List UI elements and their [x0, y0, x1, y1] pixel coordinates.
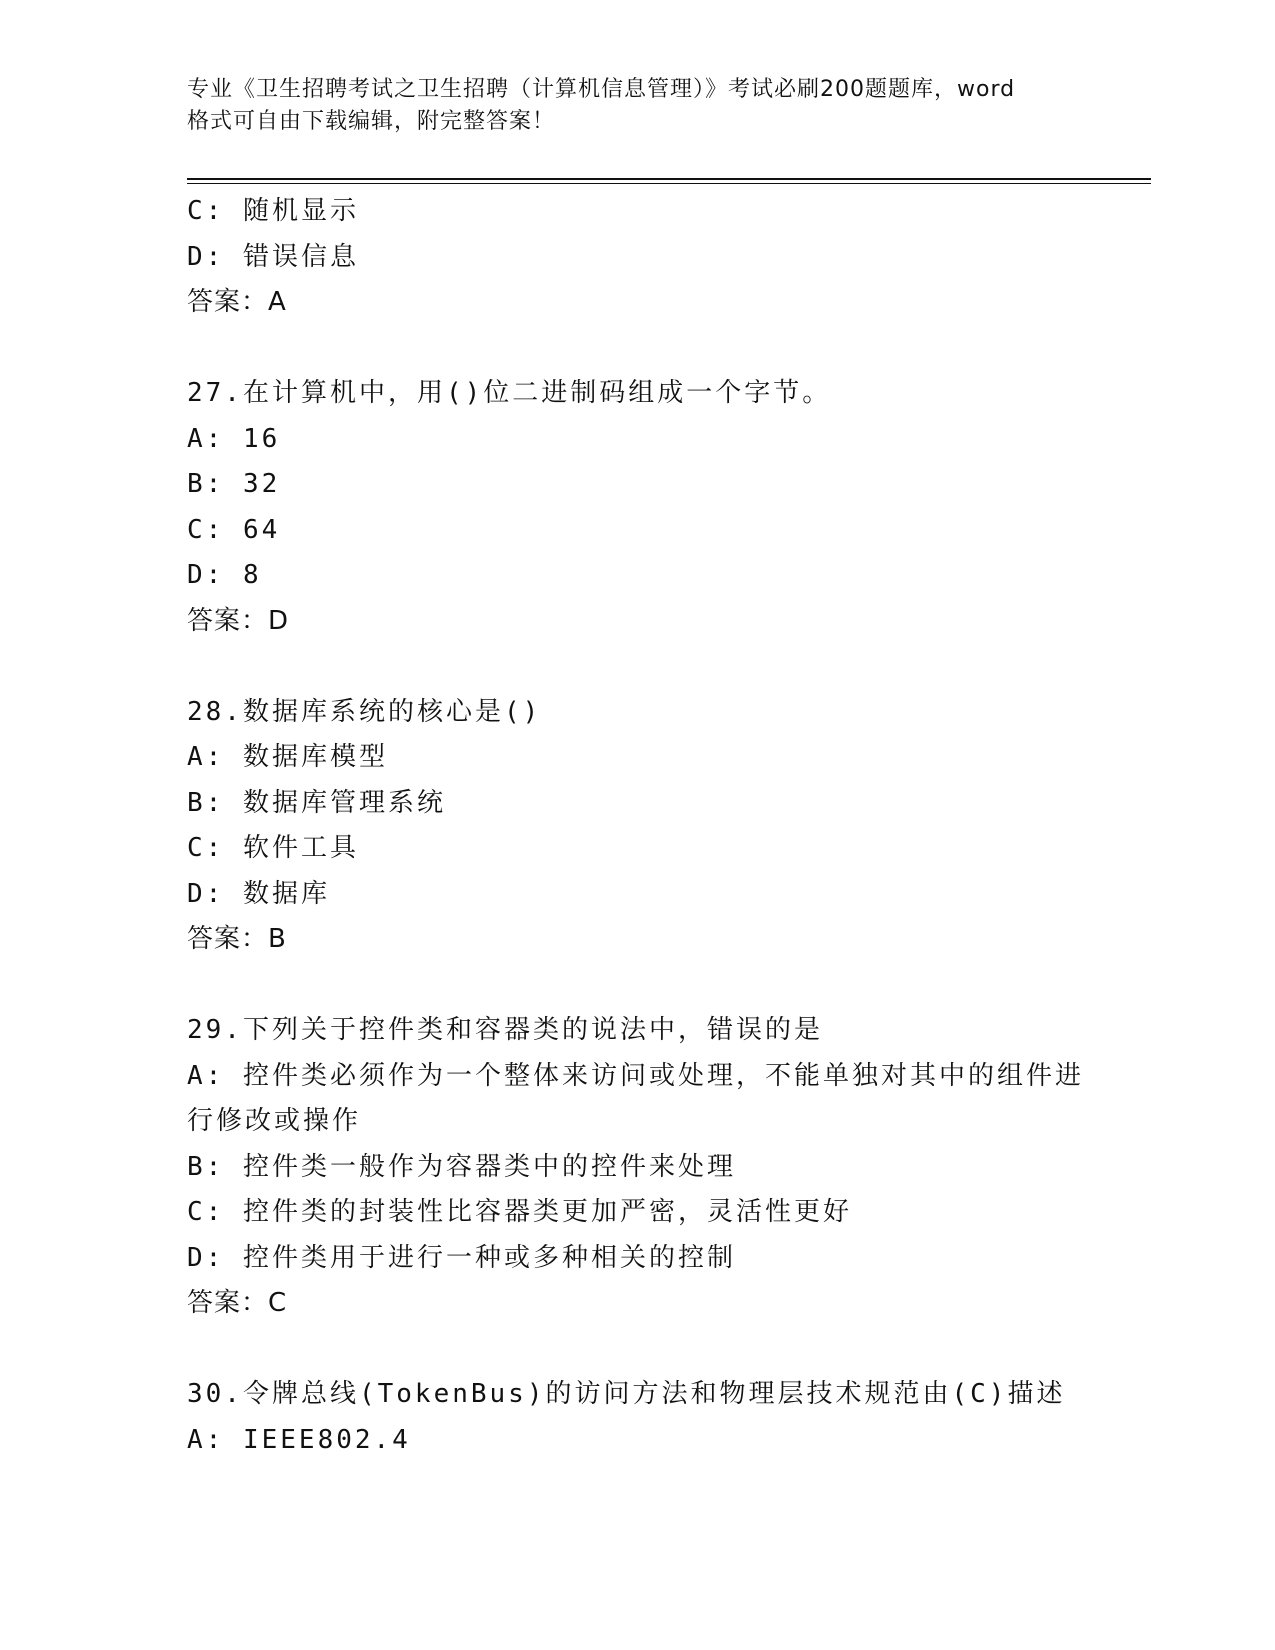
- option-line: C: 随机显示: [187, 196, 359, 226]
- question-line: 30.令牌总线(TokenBus)的访问方法和物理层技术规范由(C)描述: [187, 1379, 1066, 1409]
- spacer: [187, 644, 1087, 690]
- answer-line: 答案：D: [187, 605, 290, 636]
- option-line: D: 错误信息: [187, 241, 359, 272]
- option-line: A: 16: [187, 423, 281, 454]
- option-line: C: 软件工具: [187, 833, 359, 863]
- header-line-2: 格式可自由下载编辑，附完整答案！: [187, 109, 556, 134]
- question-line: 28.数据库系统的核心是(): [187, 696, 542, 727]
- option-line: B: 控件类一般作为容器类中的控件来处理: [187, 1151, 736, 1182]
- option-line: A: 数据库模型: [187, 742, 388, 772]
- option-line: D: 8: [187, 560, 262, 590]
- question-line: 29.下列关于控件类和容器类的说法中，错误的是: [187, 1015, 823, 1045]
- option-line: D: 数据库: [187, 878, 330, 909]
- spacer: [187, 326, 1087, 372]
- option-line: C: 控件类的封装性比容器类更加严密，灵活性更好: [187, 1197, 852, 1227]
- question-line: 27.在计算机中，用()位二进制码组成一个字节。: [187, 378, 832, 408]
- option-line: A: 控件类必须作为一个整体来访问或处理，不能单独对其中的组件进: [187, 1060, 1084, 1091]
- header-divider-bottom: [187, 183, 1151, 184]
- option-line: A: IEEE802.4: [187, 1424, 411, 1455]
- option-line: C: 64: [187, 514, 281, 545]
- header-divider-top: [187, 178, 1151, 180]
- spacer: [187, 963, 1087, 1009]
- spacer: [187, 1327, 1087, 1373]
- document-header: [187, 74, 1087, 138]
- header-line-1: 专业《卫生招聘考试之卫生招聘（计算机信息管理）》考试必刷200题题库，word: [187, 77, 1016, 102]
- answer-line: 答案：C: [187, 1288, 288, 1318]
- answer-line: 答案：A: [187, 287, 287, 317]
- option-line: B: 数据库管理系统: [187, 787, 446, 818]
- option-line: D: 控件类用于进行一种或多种相关的控制: [187, 1242, 736, 1273]
- option-line-continuation: 行修改或操作: [187, 1106, 362, 1136]
- question-list: [187, 189, 1087, 1463]
- answer-line: 答案：B: [187, 924, 287, 954]
- option-line: B: 32: [187, 469, 281, 499]
